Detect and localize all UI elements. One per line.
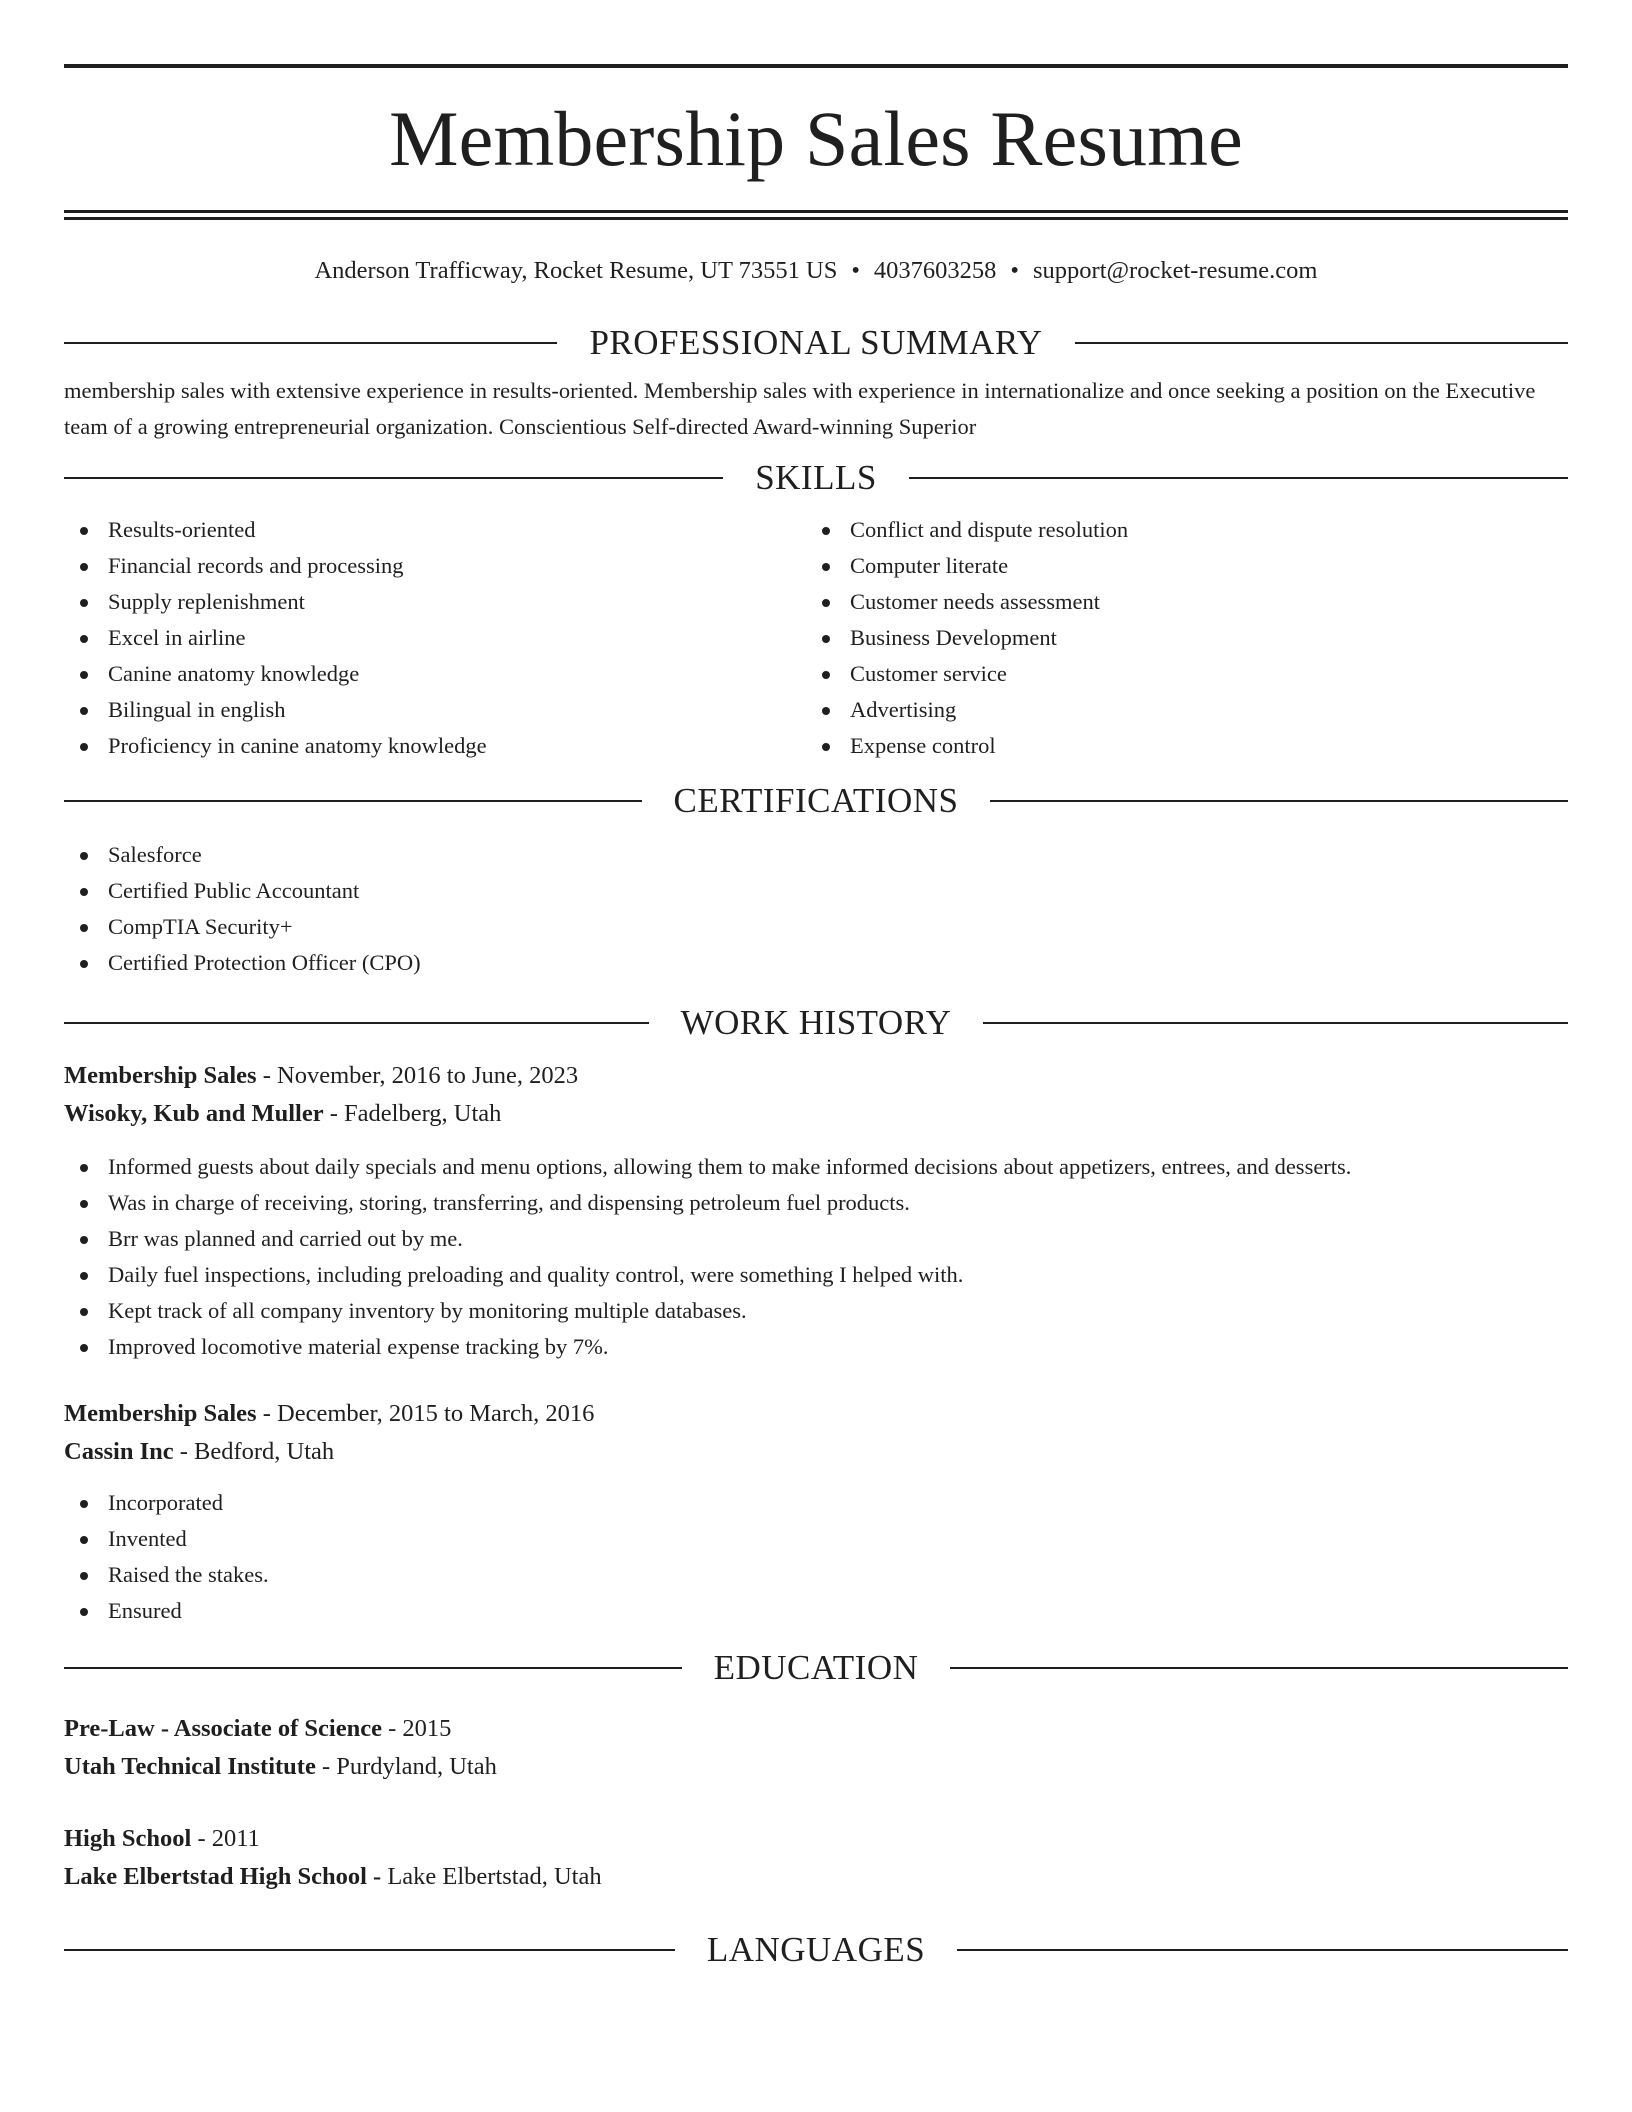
education-degree-line [64,1710,1568,1748]
heading-rule-right [983,1022,1568,1024]
contact-address: Anderson Trafficway, Rocket Resume, UT 73551 US [314,257,838,284]
heading-rule-left [64,342,557,344]
job-location: - Bedford, Utah [173,1438,335,1465]
job-bullet: Incorporated [64,1485,1568,1521]
certification-item: Certified Protection Officer (CPO) [64,945,1568,981]
skill-item: Business Development [806,620,1548,656]
job-entry [64,1395,1568,1629]
education-school: Lake Elbertstad High School - [64,1863,382,1890]
education-degree: Pre-Law - Associate of Science [64,1715,382,1742]
job-bullet: Informed guests about daily specials and menu options, allowing them to make informed decisions about appetizers, entrees, and desserts. [64,1149,1568,1185]
section-title-work-history: WORK HISTORY [680,1003,952,1042]
job-bullet: Was in charge of receiving, storing, transferring, and dispensing petroleum fuel products. [64,1185,1568,1221]
skill-item: Customer needs assessment [806,584,1548,620]
job-company-line [64,1433,1568,1471]
section-title-languages: LANGUAGES [706,1930,926,1969]
section-title-certifications: CERTIFICATIONS [673,781,959,820]
heading-rule-left [64,800,642,802]
job-bullets [64,1149,1568,1365]
skill-item: Computer literate [806,548,1548,584]
job-entry [64,1057,1568,1365]
certification-item: Certified Public Accountant [64,873,1568,909]
job-bullet: Raised the stakes. [64,1557,1568,1593]
job-company-line [64,1095,1568,1133]
skills-column-right [806,512,1548,764]
job-dates: - November, 2016 to June, 2023 [256,1062,579,1089]
job-dates: - December, 2015 to March, 2016 [256,1400,595,1427]
job-title-line [64,1057,1568,1095]
skill-item: Proficiency in canine anatomy knowledge [64,728,806,764]
skill-item: Excel in airline [64,620,806,656]
heading-rule-right [1075,342,1568,344]
skill-item: Results-oriented [64,512,806,548]
section-heading-education [64,1648,1568,1688]
heading-rule-left [64,1667,682,1669]
contact-email[interactable]: support@rocket-resume.com [1033,257,1318,284]
skill-item: Supply replenishment [64,584,806,620]
section-title-skills: SKILLS [755,458,877,497]
contact-separator: • [1010,257,1019,284]
skill-item: Conflict and dispute resolution [806,512,1548,548]
heading-rule-right [990,800,1568,802]
section-heading-summary [64,323,1568,363]
skill-item: Financial records and processing [64,548,806,584]
heading-rule-left [64,1022,649,1024]
certifications-list [64,837,1568,981]
skill-item: Customer service [806,656,1548,692]
job-role: Membership Sales [64,1062,257,1089]
heading-rule-left [64,1949,675,1951]
education-entry [64,1820,1568,1896]
section-title-summary: PROFESSIONAL SUMMARY [589,323,1043,362]
section-heading-certifications [64,781,1568,821]
section-heading-skills [64,458,1568,498]
education-location: Lake Elbertstad, Utah [381,1863,602,1890]
job-title-line [64,1395,1568,1433]
job-bullet: Invented [64,1521,1568,1557]
job-bullet: Improved locomotive material expense tracking by 7%. [64,1329,1568,1365]
title-double-rule [64,210,1568,220]
heading-rule-right [909,477,1568,479]
education-school-line [64,1858,1568,1896]
contact-line [64,254,1568,288]
education-school: Utah Technical Institute [64,1753,316,1780]
skill-item: Advertising [806,692,1548,728]
job-location: - Fadelberg, Utah [323,1100,502,1127]
education-entry [64,1710,1568,1786]
job-company: Wisoky, Kub and Muller [64,1100,324,1127]
section-title-education: EDUCATION [713,1648,919,1687]
page-title: Membership Sales Resume [389,95,1243,182]
certification-item: CompTIA Security+ [64,909,1568,945]
education-school-line [64,1748,1568,1786]
heading-rule-left [64,477,723,479]
education-year: - 2015 [381,1715,452,1742]
skills-grid [64,512,1568,764]
heading-rule-right [950,1667,1568,1669]
resume-page [64,64,1568,1970]
section-heading-languages [64,1930,1568,1970]
skills-column-left [64,512,806,764]
job-bullet: Ensured [64,1593,1568,1629]
job-bullet: Daily fuel inspections, including preloading and quality control, were something I helped with. [64,1257,1568,1293]
education-year: - 2011 [191,1825,260,1852]
heading-rule-right [957,1949,1568,1951]
contact-separator: • [851,257,860,284]
certification-item: Salesforce [64,837,1568,873]
summary-text: membership sales with extensive experience in results-oriented. Membership sales with experience in internationalize and once seeking a position on the Executive team of a growing entrepreneurial organization. Conscientious Self-directed Award-winning Superior [64,378,1536,439]
job-bullet: Kept track of all company inventory by monitoring multiple databases. [64,1293,1568,1329]
education-location: - Purdyland, Utah [315,1753,497,1780]
education-degree: High School [64,1825,192,1852]
education-degree-line [64,1820,1568,1858]
section-heading-work-history [64,1003,1568,1043]
skill-item: Expense control [806,728,1548,764]
contact-phone[interactable]: 4037603258 [873,257,997,284]
job-role: Membership Sales [64,1400,257,1427]
job-bullet: Brr was planned and carried out by me. [64,1221,1568,1257]
top-rule [64,64,1568,68]
skill-item: Bilingual in english [64,692,806,728]
skill-item: Canine anatomy knowledge [64,656,806,692]
job-bullets [64,1485,1568,1629]
job-company: Cassin Inc [64,1438,174,1465]
